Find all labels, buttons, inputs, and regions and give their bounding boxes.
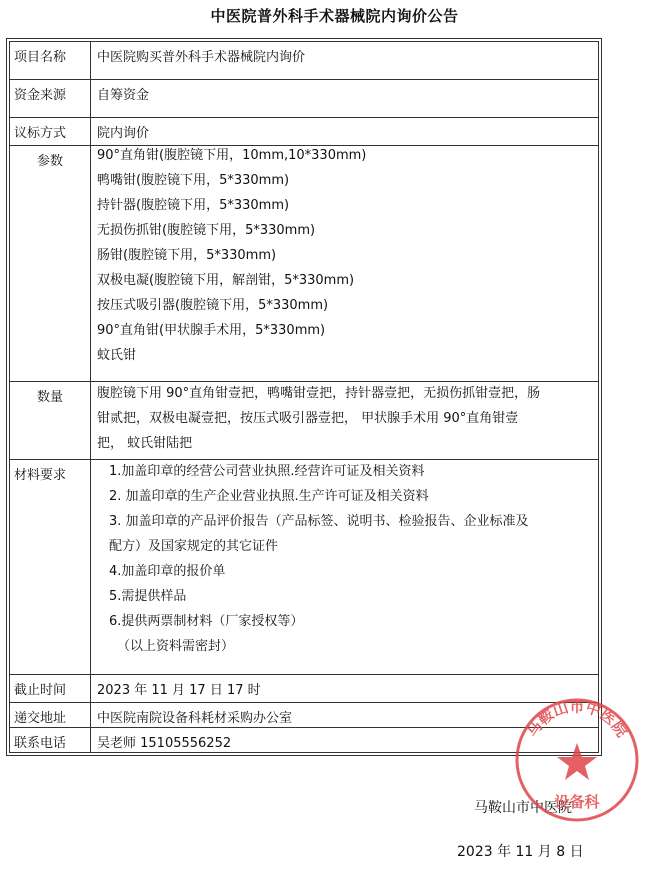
row-contact [10,728,599,753]
quantity-line: 把， 蚊氏钳陆把 [97,436,193,451]
label-contact: 联系电话 [10,728,91,753]
material-line: 4.加盖印章的报价单 [109,564,226,579]
value-funding: 自筹资金 [91,80,599,118]
param-line: 90°直角钳(甲状腺手术用，5*330mm) [97,323,326,338]
notice-table [9,41,599,753]
value-project: 中医院购买普外科手术器械院内询价 [91,42,599,80]
param-line: 鸭嘴钳(腹腔镜下用，5*330mm) [97,173,290,188]
param-line: 肠钳(腹腔镜下用，5*330mm) [97,248,277,263]
param-line: 蚊氏钳 [97,348,137,363]
value-address: 中医院南院设备科耗材采购办公室 [91,703,599,728]
quantity-line: 钳贰把，双极电凝壹把，按压式吸引器壹把， 甲状腺手术用 90°直角钳壹 [97,411,519,426]
materials-note: （以上资料需密封） [117,639,235,654]
row-address [10,703,599,728]
value-quantity [91,382,599,460]
param-line: 按压式吸引器(腹腔镜下用，5*330mm) [97,298,329,313]
seal-star-icon [557,743,597,780]
label-address: 递交地址 [10,703,91,728]
document-title: 中医院普外科手术器械院内询价公告 [210,7,459,25]
official-seal [512,695,642,825]
row-project [10,42,599,80]
signature-date: 2023 年 11 月 8 日 [457,844,584,860]
param-line: 持针器(腹腔镜下用，5*330mm) [97,198,290,213]
value-deadline: 2023 年 11 月 17 日 17 时 [91,675,599,703]
label-deadline: 截止时间 [10,675,91,703]
row-deadline [10,675,599,703]
value-materials [91,460,599,675]
label-method: 议标方式 [10,118,91,146]
param-line: 双极电凝(腹腔镜下用，解剖钳，5*330mm) [97,273,355,288]
value-params [91,146,599,382]
signature-organization: 马鞍山市中医院 [474,800,572,816]
param-line: 90°直角钳(腹腔镜下用，10mm,10*330mm) [97,148,367,163]
label-materials: 材料要求 [10,460,91,675]
row-materials [10,460,599,675]
material-line: 5.需提供样品 [109,589,187,604]
row-quantity [10,382,599,460]
material-line: 3. 加盖印章的产品评价报告（产品标签、说明书、检验报告、企业标准及 [109,514,529,529]
row-params [10,146,599,382]
seal-text: 马鞍山市中医院 [522,697,632,741]
quantity-line: 腹腔镜下用 90°直角钳壹把，鸭嘴钳壹把，持针器壹把，无损伤抓钳壹把，肠 [97,386,541,401]
value-contact: 吴老师 15105556252 [91,728,599,753]
label-quantity: 数量 [10,382,91,460]
material-line: 6.提供两票制材料（厂家授权等） [109,614,304,629]
seal-dept-text: 设备科 [554,793,600,811]
row-method [10,118,599,146]
label-funding: 资金来源 [10,80,91,118]
param-line: 无损伤抓钳(腹腔镜下用，5*330mm) [97,223,316,238]
row-funding [10,80,599,118]
label-project: 项目名称 [10,42,91,80]
material-line: 2. 加盖印章的生产企业营业执照.生产许可证及相关资料 [109,489,429,504]
material-line: 配方）及国家规定的其它证件 [109,539,279,554]
label-params: 参数 [10,146,91,382]
value-method: 院内询价 [91,118,599,146]
material-line: 1.加盖印章的经营公司营业执照.经营许可证及相关资料 [109,464,425,479]
